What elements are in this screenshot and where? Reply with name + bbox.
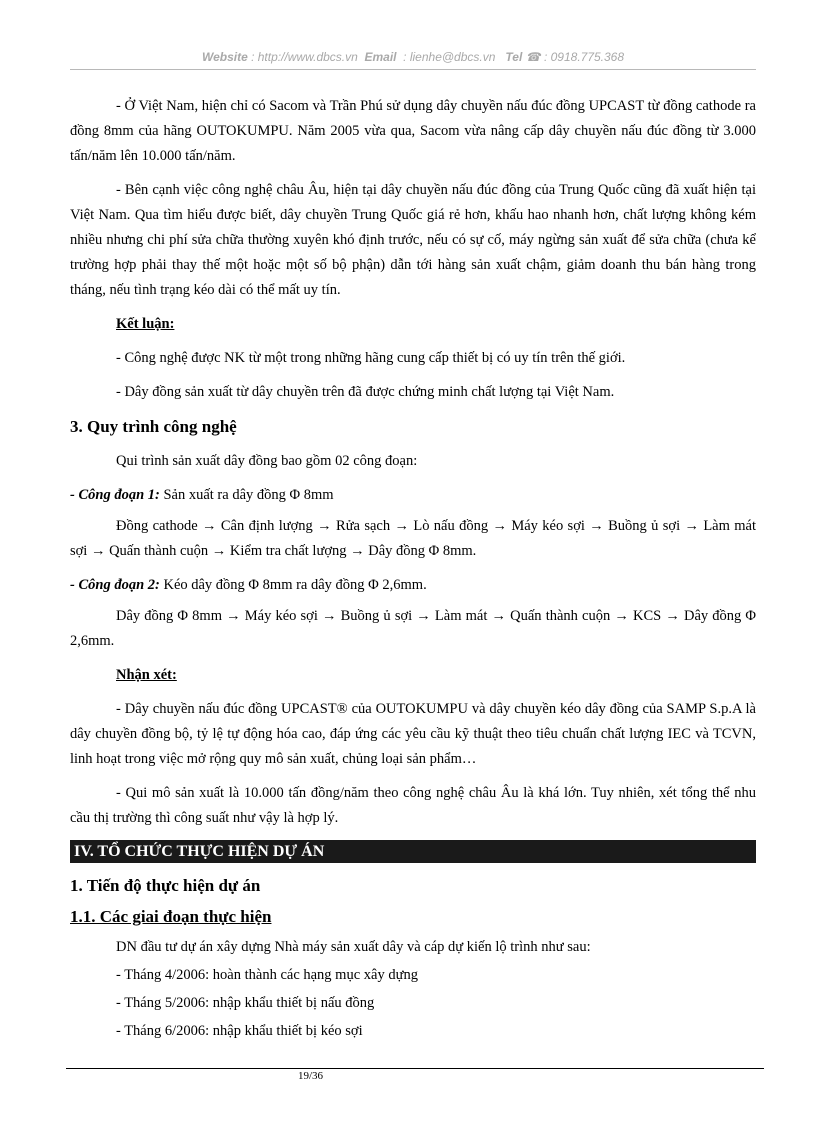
stage-1-label: - Công đoạn 1: xyxy=(70,487,160,503)
paragraph-china: - Bên cạnh việc công nghệ châu Âu, hiện tại dây chuyền nấu đúc đồng của Trung Quốc cũng đã xuất hiện tại Việt Nam. Qua tìm hiểu được biết, dây chuyền Trung Quốc giá rẻ hơn, khấu hao nhanh hơn, chất lượng không kém nhiều nhưng chi phí sửa chữa thường xuyên khó định trước, nếu có sự cố, máy ngừng sản xuất để sửa chữa (chưa kể trường hợp phải thay thế một hoặc một số bộ phận) dẫn tới hàng sản xuất chậm, giảm doanh thu bán hàng trong tháng, nếu tình trạng kéo dài có thể mất uy tín. xyxy=(70,182,756,298)
tel-value: ☎ : 0918.775.368 xyxy=(525,50,625,64)
footer-divider xyxy=(66,1068,764,1069)
conclusion-item-1: - Công nghệ được NK từ một trong những hãng cung cấp thiết bị có uy tín trên thế giới. xyxy=(116,350,626,366)
website-value: : http://www.dbcs.vn xyxy=(251,50,358,64)
subsection-1-1-heading: 1.1. Các giai đoạn thực hiện xyxy=(70,907,272,926)
stage-2-flow: Dây đồng Φ 8mm → Máy kéo sợi → Buồng ủ sợi → Làm mát → Quấn thành cuộn → KCS → Dây đồng Φ 2,6mm. xyxy=(70,608,756,649)
stage-1-text: Sản xuất ra dây đồng Φ 8mm xyxy=(159,487,334,503)
page-number: 19/36 xyxy=(298,1070,324,1082)
stage-1-flow: Đồng cathode → Cân định lượng → Rửa sạch → Lò nấu đồng → Máy kéo sợi → Buồng ủ sợi → Làm mát sợi → Quấn thành cuộn → Kiểm tra chất lượng → Dây đồng Φ 8mm. xyxy=(70,518,756,559)
email-label: Email xyxy=(364,50,397,64)
stage-2-line xyxy=(70,573,756,598)
tel-label: Tel xyxy=(505,50,523,64)
stage-2-text: Kéo dây đồng Φ 8mm ra dây đồng Φ 2,6mm. xyxy=(159,577,427,593)
section-4-heading: IV. TỔ CHỨC THỰC HIỆN DỰ ÁN xyxy=(70,840,756,863)
process-intro: Qui trình sản xuất dây đồng bao gồm 02 công đoạn: xyxy=(116,453,418,469)
conclusion-heading: Kết luận: xyxy=(116,316,175,332)
conclusion-item-2: - Dây đồng sản xuất từ dây chuyền trên đã được chứng minh chất lượng tại Việt Nam. xyxy=(116,384,615,400)
website-label: Website xyxy=(201,50,248,64)
timeline-item: - Tháng 6/2006: nhập khẩu thiết bị kéo sợi xyxy=(116,1023,363,1039)
stage-2-label: - Công đoạn 2: xyxy=(70,577,160,593)
email-value: : lienhe@dbcs.vn xyxy=(403,50,496,64)
remark-1: - Dây chuyền nấu đúc đồng UPCAST® của OUTOKUMPU và dây chuyền kéo dây đồng của SAMP S.p.A là dây chuyền đồng bộ, tỷ lệ tự động hóa cao, đáp ứng các yêu cầu kỹ thuật theo tiêu chuẩn chất lượng IEC và TCVN, linh hoạt trong việc mở rộng quy mô sản xuất, chủng loại sản phẩm… xyxy=(70,701,756,767)
header-divider xyxy=(70,69,756,70)
subsection-1-heading: 1. Tiến độ thực hiện dự án xyxy=(70,876,261,895)
timeline-item: - Tháng 4/2006: hoàn thành các hạng mục xây dựng xyxy=(116,967,418,983)
document-body xyxy=(70,94,756,1047)
timeline-item: - Tháng 5/2006: nhập khẩu thiết bị nấu đồng xyxy=(116,995,375,1011)
remarks-heading: Nhận xét: xyxy=(116,667,177,683)
paragraph-vietnam: - Ở Việt Nam, hiện chỉ có Sacom và Trần Phú sử dụng dây chuyền nấu đúc đồng UPCAST từ đồng cathode ra đồng 8mm của hãng OUTOKUMPU. Năm 2005 vừa qua, Sacom vừa nâng cấp dây chuyền nấu đúc đồng từ 3.000 tấn/năm lên 10.000 tấn/năm. xyxy=(70,98,756,164)
page-header xyxy=(70,50,756,64)
timeline-list xyxy=(70,935,756,1044)
remark-2: - Qui mô sản xuất là 10.000 tấn đồng/năm theo công nghệ châu Âu là khá lớn. Tuy nhiên, xét tổng thể nhu cầu thị trường thì công suất như vậy là hợp lý. xyxy=(70,785,756,826)
timeline-intro: DN đầu tư dự án xây dựng Nhà máy sản xuất dây và cáp dự kiến lộ trình như sau: xyxy=(116,939,591,955)
stage-1-line xyxy=(70,483,756,508)
section-3-heading: 3. Quy trình công nghệ xyxy=(70,417,237,436)
